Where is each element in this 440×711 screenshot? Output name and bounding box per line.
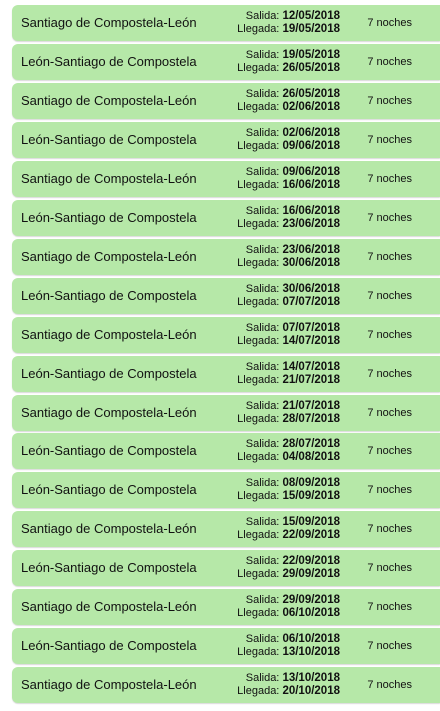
trip-row[interactable] — [12, 550, 440, 586]
trip-row[interactable] — [12, 667, 440, 703]
trip-route: Santiago de Compostela-León — [21, 521, 197, 536]
trip-row[interactable] — [12, 83, 440, 119]
salida-date: 07/07/2018 — [282, 322, 340, 334]
salida-date: 13/10/2018 — [282, 672, 340, 684]
trip-row[interactable] — [12, 433, 440, 469]
trip-row[interactable] — [12, 628, 440, 664]
trip-dates — [237, 516, 340, 542]
trip-dates — [237, 10, 340, 36]
salida-label: Salida: — [245, 400, 280, 412]
trip-route: Santiago de Compostela-León — [21, 327, 197, 342]
llegada-date: 29/09/2018 — [282, 568, 340, 580]
trip-dates — [237, 672, 340, 698]
llegada-label: Llegada: — [237, 490, 280, 502]
trip-nights: 7 noches — [367, 368, 412, 380]
trip-nights: 7 noches — [367, 290, 412, 302]
trip-route: León-Santiago de Compostela — [21, 288, 197, 303]
llegada-label: Llegada: — [237, 374, 280, 386]
salida-label: Salida: — [245, 127, 280, 139]
salida-label: Salida: — [245, 594, 280, 606]
salida-date: 14/07/2018 — [282, 361, 340, 373]
salida-label: Salida: — [245, 283, 280, 295]
llegada-date: 30/06/2018 — [282, 257, 340, 269]
salida-label: Salida: — [245, 477, 280, 489]
llegada-date: 07/07/2018 — [282, 296, 340, 308]
trip-nights: 7 noches — [367, 329, 412, 341]
llegada-date: 13/10/2018 — [282, 646, 340, 658]
trip-row[interactable] — [12, 278, 440, 314]
trip-dates — [237, 205, 340, 231]
llegada-date: 14/07/2018 — [282, 335, 340, 347]
salida-date: 16/06/2018 — [282, 205, 340, 217]
trip-dates — [237, 244, 340, 270]
llegada-label: Llegada: — [237, 568, 280, 580]
salida-date: 02/06/2018 — [282, 127, 340, 139]
trip-dates — [237, 438, 340, 464]
trip-row[interactable] — [12, 511, 440, 547]
trip-nights: 7 noches — [367, 679, 412, 691]
trip-dates — [237, 477, 340, 503]
llegada-label: Llegada: — [237, 140, 280, 152]
trip-dates — [237, 166, 340, 192]
llegada-date: 15/09/2018 — [282, 490, 340, 502]
salida-date: 08/09/2018 — [282, 477, 340, 489]
salida-date: 28/07/2018 — [282, 438, 340, 450]
llegada-date: 02/06/2018 — [282, 101, 340, 113]
llegada-label: Llegada: — [237, 685, 280, 697]
salida-label: Salida: — [245, 322, 280, 334]
trip-row[interactable] — [12, 472, 440, 508]
trip-row[interactable] — [12, 5, 440, 41]
salida-date: 21/07/2018 — [282, 400, 340, 412]
trip-nights: 7 noches — [367, 134, 412, 146]
trip-row[interactable] — [12, 589, 440, 625]
trip-row[interactable] — [12, 161, 440, 197]
llegada-label: Llegada: — [237, 646, 280, 658]
salida-date: 15/09/2018 — [282, 516, 340, 528]
llegada-label: Llegada: — [237, 413, 280, 425]
salida-date: 06/10/2018 — [282, 633, 340, 645]
llegada-label: Llegada: — [237, 179, 280, 191]
llegada-date: 19/05/2018 — [282, 23, 340, 35]
trip-nights: 7 noches — [367, 601, 412, 613]
trip-route: Santiago de Compostela-León — [21, 15, 197, 30]
trip-nights: 7 noches — [367, 562, 412, 574]
salida-label: Salida: — [245, 205, 280, 217]
llegada-label: Llegada: — [237, 529, 280, 541]
llegada-label: Llegada: — [237, 101, 280, 113]
trip-route: Santiago de Compostela-León — [21, 93, 197, 108]
llegada-date: 16/06/2018 — [282, 179, 340, 191]
trip-route: León-Santiago de Compostela — [21, 482, 197, 497]
llegada-label: Llegada: — [237, 335, 280, 347]
trip-dates — [237, 88, 340, 114]
salida-date: 19/05/2018 — [282, 49, 340, 61]
trip-route: León-Santiago de Compostela — [21, 443, 197, 458]
trip-row[interactable] — [12, 317, 440, 353]
trip-route: Santiago de Compostela-León — [21, 405, 197, 420]
trip-row[interactable] — [12, 122, 440, 158]
trip-row[interactable] — [12, 395, 440, 431]
salida-label: Salida: — [245, 244, 280, 256]
llegada-date: 26/05/2018 — [282, 62, 340, 74]
trip-nights: 7 noches — [367, 484, 412, 496]
llegada-label: Llegada: — [237, 296, 280, 308]
trip-row[interactable] — [12, 44, 440, 80]
trip-nights: 7 noches — [367, 95, 412, 107]
salida-date: 12/05/2018 — [282, 10, 340, 22]
trip-dates — [237, 594, 340, 620]
salida-label: Salida: — [245, 555, 280, 567]
llegada-date: 06/10/2018 — [282, 607, 340, 619]
llegada-date: 28/07/2018 — [282, 413, 340, 425]
salida-label: Salida: — [245, 672, 280, 684]
trip-route: León-Santiago de Compostela — [21, 132, 197, 147]
trip-dates — [237, 283, 340, 309]
salida-label: Salida: — [245, 88, 280, 100]
trip-row[interactable] — [12, 200, 440, 236]
salida-label: Salida: — [245, 516, 280, 528]
trip-dates — [237, 400, 340, 426]
trip-row[interactable] — [12, 356, 440, 392]
trip-nights: 7 noches — [367, 640, 412, 652]
trip-nights: 7 noches — [367, 251, 412, 263]
trip-route: León-Santiago de Compostela — [21, 54, 197, 69]
llegada-label: Llegada: — [237, 62, 280, 74]
trip-route: Santiago de Compostela-León — [21, 249, 197, 264]
salida-label: Salida: — [245, 166, 280, 178]
trip-dates — [237, 361, 340, 387]
llegada-label: Llegada: — [237, 218, 280, 230]
salida-label: Salida: — [245, 49, 280, 61]
salida-label: Salida: — [245, 633, 280, 645]
llegada-label: Llegada: — [237, 451, 280, 463]
trip-route: León-Santiago de Compostela — [21, 366, 197, 381]
llegada-label: Llegada: — [237, 257, 280, 269]
llegada-date: 20/10/2018 — [282, 685, 340, 697]
trip-nights: 7 noches — [367, 56, 412, 68]
trip-nights: 7 noches — [367, 173, 412, 185]
trip-dates — [237, 633, 340, 659]
trip-route: León-Santiago de Compostela — [21, 560, 197, 575]
trip-nights: 7 noches — [367, 17, 412, 29]
trip-dates — [237, 322, 340, 348]
llegada-label: Llegada: — [237, 607, 280, 619]
salida-label: Salida: — [245, 438, 280, 450]
trip-nights: 7 noches — [367, 523, 412, 535]
llegada-date: 22/09/2018 — [282, 529, 340, 541]
trip-route: Santiago de Compostela-León — [21, 599, 197, 614]
trip-route: Santiago de Compostela-León — [21, 171, 197, 186]
trip-route: León-Santiago de Compostela — [21, 638, 197, 653]
trip-row[interactable] — [12, 239, 440, 275]
llegada-date: 09/06/2018 — [282, 140, 340, 152]
trip-nights: 7 noches — [367, 212, 412, 224]
salida-date: 09/06/2018 — [282, 166, 340, 178]
trip-nights: 7 noches — [367, 407, 412, 419]
salida-date: 30/06/2018 — [282, 283, 340, 295]
llegada-label: Llegada: — [237, 23, 280, 35]
llegada-date: 23/06/2018 — [282, 218, 340, 230]
salida-date: 22/09/2018 — [282, 555, 340, 567]
trip-dates — [237, 49, 340, 75]
salida-label: Salida: — [245, 10, 280, 22]
trip-route: León-Santiago de Compostela — [21, 210, 197, 225]
salida-date: 29/09/2018 — [282, 594, 340, 606]
trip-route: Santiago de Compostela-León — [21, 677, 197, 692]
trip-dates — [237, 127, 340, 153]
salida-date: 23/06/2018 — [282, 244, 340, 256]
llegada-date: 21/07/2018 — [282, 374, 340, 386]
trip-nights: 7 noches — [367, 445, 412, 457]
trip-dates — [237, 555, 340, 581]
llegada-date: 04/08/2018 — [282, 451, 340, 463]
salida-label: Salida: — [245, 361, 280, 373]
salida-date: 26/05/2018 — [282, 88, 340, 100]
